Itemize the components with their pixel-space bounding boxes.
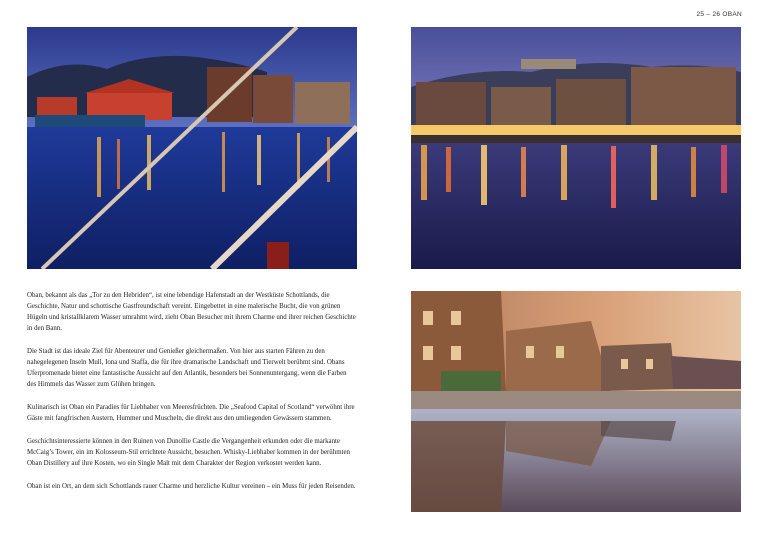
paragraph-closing: Oban ist ein Ort, an dem sich Schottlands rauer Charme und herzliche Kultur vereinen – ein Muss für jeden Reisenden. <box>27 483 356 490</box>
paragraph-seafood: Kulinarisch ist Oban ein Paradies für Liebhaber von Meeresfrüchten. Die „Seafood Capital of Scotland“ verwöhnt ihre Gäste mit fangfrischen Austern, Hummer und Muscheln, die direkt aus den umliegenden Gewässern stammen. <box>27 404 355 422</box>
page-header: 25 – 26 OBAN <box>696 11 742 18</box>
paragraph-history: Geschichtsinteressierte können in den Ruinen von Dunollie Castle die Vergangenheit erkunden oder die markante McCaig’s Tower, ein im Kolosseum-Stil errichtete Aussicht, besuchen. Whisky-Liebhaber kommen in der berühmten Oban Distillery auf ihre Kosten, wo ein Single Malt mit dem Charakter der Region verkostet werden kann. <box>27 438 350 467</box>
harbour-dusk-photo <box>27 27 357 269</box>
waterfront-night-photo <box>411 27 741 269</box>
article-text <box>27 290 357 504</box>
paragraph-adventure: Die Stadt ist das ideale Ziel für Abenteurer und Genießer gleichermaßen. Von hier aus starten Fähren zu den nahegelegenen Inseln Mull, Iona und Staffa, die für ihre dramatische Landschaft und Tierwelt berühmt sind. Obans Uferpromenade bietet eine fantastische Aussicht auf den Atlantik, besonders bei Sonnenuntergang, wenn die Farben des Himmels das Wasser zum Glühen bringen. <box>27 348 347 388</box>
street-reflection-photo <box>411 291 741 512</box>
paragraph-intro: Oban, bekannt als das „Tor zu den Hebriden“, ist eine lebendige Hafenstadt an der Westküste Schottlands, die Geschichte, Natur und schottische Gastfreundschaft vereint. Eingebettet in eine malerische Bucht, die von grünen Hügeln und kristallklarem Wasser umrahmt wird, zieht Oban Besucher mit ihrem Charme und ihrer reichen Geschichte in den Bann. <box>27 292 356 332</box>
